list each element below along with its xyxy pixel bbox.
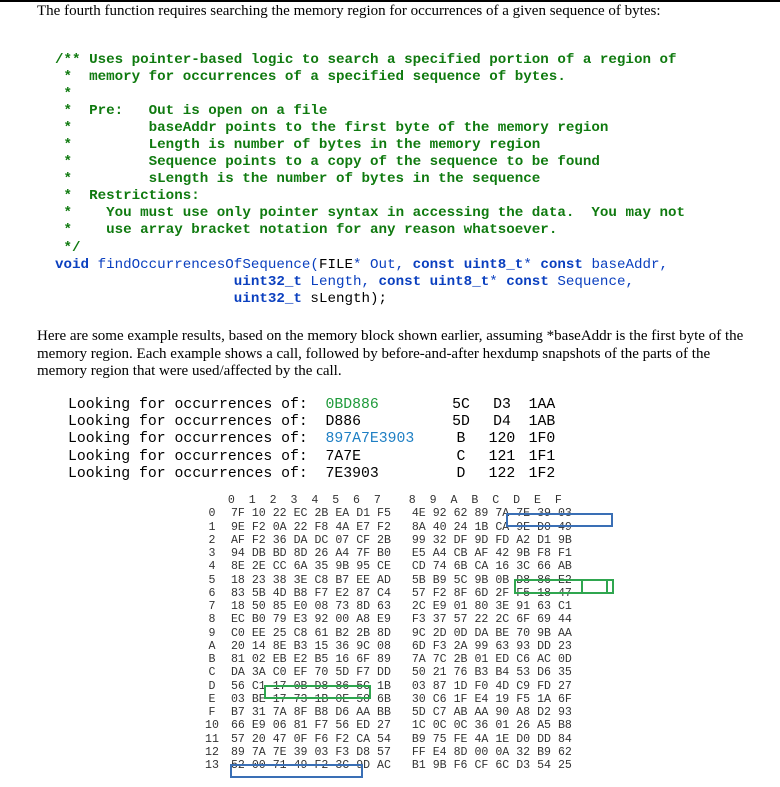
code-token: sLength is the number of bytes in the sequence	[148, 171, 541, 188]
hexdump-row	[200, 640, 572, 653]
code-token: *	[489, 273, 507, 290]
row-index: 7	[208, 600, 216, 613]
code-line	[55, 103, 685, 120]
code-line	[55, 222, 685, 239]
offset-value: 1F2	[528, 465, 556, 482]
row-bytes: DA 3A C0 EF 70 5D F7 DD 50 21 76 B3 B4 53 D6 35	[224, 666, 572, 680]
hexdump-row	[200, 653, 572, 666]
row-bytes: 7F 10 22 EC 2B EA D1 F5 4E 92 62 89 7A 7E 39 03	[224, 507, 572, 521]
code-token: const	[540, 256, 592, 273]
code-token: FILE	[318, 256, 354, 273]
row-index: 9	[208, 626, 216, 640]
hexdump-row	[200, 547, 572, 560]
row-index: A	[208, 639, 216, 653]
offset-value: 1AA	[528, 397, 556, 413]
offset-column-decimal	[484, 397, 520, 483]
row-bytes: 94 DB BD 8D 26 A4 7F B0 E5 A4 CB AF 42 9B F8 F1	[224, 547, 572, 560]
hexdump-row	[200, 746, 572, 759]
code-token: const uint8_t	[412, 256, 524, 273]
row-index: 10	[205, 719, 219, 733]
row-index: 8	[208, 613, 216, 627]
hexdump-row	[200, 706, 572, 719]
hexdump-table	[200, 494, 572, 772]
code-token: sLength);	[301, 290, 388, 307]
code-token: *	[55, 86, 73, 103]
code-token: * Out,	[353, 256, 413, 273]
code-line	[55, 52, 685, 69]
example-calls-list	[68, 397, 414, 483]
call-sequence: 7A7E	[325, 448, 362, 465]
call-label: Looking for occurrences of:	[68, 431, 326, 448]
code-token: baseAddr points to the first byte of the memory region	[148, 120, 609, 137]
code-token: const	[506, 273, 558, 290]
code-token: *	[55, 120, 149, 137]
code-line	[55, 291, 685, 308]
code-token: Pre: Out is open on a file	[89, 103, 328, 120]
row-bytes: AF F2 36 DA DC 07 CF 2B 99 32 DF 9D FD A2 D1 9B	[224, 533, 572, 547]
code-token: *	[55, 188, 90, 205]
code-token: *	[55, 103, 90, 120]
row-bytes: 57 20 47 0F F6 F2 CA 54 B9 75 FE 4A 1E D0 DD 84	[224, 732, 572, 746]
row-bytes: 03 BE 17 73 1B 0E 50 6B 30 C6 1F E4 19 F5 1A 6F	[224, 692, 572, 706]
call-sequence: 0BD886	[325, 397, 379, 413]
row-index: 4	[208, 560, 216, 574]
offset-value: D	[456, 465, 466, 482]
code-token: *	[55, 222, 107, 239]
call-example	[68, 431, 414, 448]
code-line	[55, 154, 685, 171]
code-line	[55, 120, 685, 137]
call-example	[68, 449, 414, 466]
code-token: /**	[55, 52, 90, 68]
row-index: 5	[208, 573, 216, 587]
hexdump-row	[200, 719, 572, 732]
call-example	[68, 466, 414, 483]
example-description: Here are some example results, based on the memory block shown earlier, assuming *baseAddr is the first byte of the memory region. Each example shows a call, followed by before-and-after hexdump snapshots of the parts of the memory region that were used/affected by the call.	[37, 328, 744, 379]
offset-column-end	[522, 397, 562, 483]
call-sequence: 897A7E3903	[325, 431, 415, 448]
row-index: 3	[208, 547, 216, 560]
row-bytes: 52 00 71 49 F2 3C 9D AC B1 9B F6 CF 6C D3 54 25	[224, 759, 572, 772]
row-bytes: 8E 2E CC 6A 35 9B 95 CE CD 74 6B CA 16 3C 66 AB	[224, 560, 572, 574]
row-bytes: 66 E9 06 81 F7 56 ED 27 1C 0C 0C 36 01 26 A5 B8	[224, 719, 572, 733]
code-line	[55, 137, 685, 154]
code-token: baseAddr,	[591, 256, 669, 273]
row-bytes: 81 02 EB E2 B5 16 6F 89 7A 7C 2B 01 ED C6 AC 0D	[224, 653, 572, 666]
row-index: 11	[205, 732, 219, 746]
offset-value: 1F0	[528, 431, 556, 448]
row-bytes: 89 7A 7E 39 03 F3 D8 57 FF E4 8D 00 0A 32 B9 62	[224, 745, 572, 759]
code-token: uint32_t	[233, 290, 302, 307]
call-example	[68, 397, 414, 414]
code-token: findOccurrencesOfSequence(	[97, 256, 319, 273]
code-token: *	[523, 256, 541, 273]
call-label: Looking for occurrences of:	[68, 448, 326, 465]
top-rule	[0, 0, 780, 2]
row-bytes: C0 EE 25 C8 61 B2 2B 8D 9C 2D 0D DA BE 70 9B AA	[224, 626, 572, 640]
code-line	[55, 240, 685, 257]
code-token: *	[55, 137, 149, 154]
hexdump-row	[200, 693, 572, 706]
offset-value: 1F1	[528, 448, 556, 465]
code-line	[55, 69, 685, 86]
hexdump-row	[200, 680, 572, 693]
code-line	[55, 205, 685, 222]
code-token: memory for occurrences of a specified sequence of bytes.	[89, 69, 566, 86]
code-token	[55, 274, 234, 290]
code-token: *	[55, 154, 149, 171]
row-bytes: EC B0 79 E3 92 00 A8 E9 F3 37 57 22 2C 6F 69 44	[224, 613, 572, 627]
offset-value: 5C	[452, 397, 470, 413]
hexdump-row	[200, 733, 572, 746]
row-index: C	[208, 666, 216, 680]
code-line	[55, 274, 685, 291]
offset-value: D4	[493, 414, 511, 431]
code-line	[55, 257, 685, 274]
row-bytes: B7 31 7A 8F B8 D6 AA BB 5D C7 AB AA 90 A8 D2 93	[224, 706, 572, 719]
row-index: D	[208, 679, 216, 693]
highlight-row5-match-b	[514, 579, 608, 594]
code-token: Uses pointer-based logic to search a specified portion of a region of	[89, 52, 677, 68]
highlight-row0-match	[506, 513, 613, 527]
highlight-row12-match	[230, 764, 363, 778]
code-token: use array bracket notation for any reason whatsoever.	[106, 222, 558, 239]
code-token: */	[55, 239, 81, 256]
row-index: 1	[208, 520, 216, 534]
code-token: Sequence points to a copy of the sequence to be found	[148, 154, 600, 171]
function-declaration-code	[55, 52, 685, 308]
call-label: Looking for occurrences of:	[68, 465, 326, 482]
row-index: F	[208, 706, 216, 719]
hexdump-row	[200, 666, 572, 679]
code-token: *	[55, 205, 107, 222]
row-index: 6	[208, 586, 216, 600]
row-bytes: 56 C1 17 0B D8 86 5C 1B 03 87 1D F0 4D C9 FD 27	[224, 679, 572, 693]
row-index: E	[208, 692, 216, 706]
row-index: 13	[205, 759, 219, 772]
code-token: void	[55, 256, 98, 273]
code-token: Length,	[301, 273, 379, 290]
code-token: Sequence,	[557, 273, 634, 290]
row-index: B	[208, 653, 216, 666]
code-token: *	[55, 69, 90, 86]
offset-value: D3	[493, 397, 511, 413]
offset-value: C	[456, 448, 466, 465]
hexdump-row	[200, 560, 572, 573]
code-token: *	[55, 171, 149, 188]
code-line	[55, 188, 685, 205]
row-index: 12	[205, 745, 219, 759]
row-bytes: 83 5B 4D B8 F7 E2 87 C4 57 F2 8F 6D 2F F5 18 47	[224, 586, 572, 600]
row-bytes: 18 50 85 E0 08 73 8D 63 2C E9 01 80 3E 91 63 C1	[224, 600, 572, 613]
offset-value: 121	[488, 448, 516, 465]
code-line	[55, 86, 685, 103]
code-token: Restrictions:	[89, 188, 200, 205]
highlight-rowD-match	[264, 685, 371, 699]
code-token: You must use only pointer syntax in accessing the data. You may not	[106, 205, 686, 222]
row-bytes: 9E F2 0A 22 F8 4A E7 F2 8A 40 24 1B CA 9E D0 49	[224, 520, 572, 534]
call-sequence: D886	[325, 414, 362, 431]
offset-value: 120	[488, 431, 516, 448]
code-token: const uint8_t	[378, 273, 490, 290]
offset-column-hex	[446, 397, 476, 483]
hexdump-row	[200, 600, 572, 613]
call-example	[68, 414, 414, 431]
hexdump-header: 0 1 2 3 4 5 6 7 8 9 A B C D E F	[200, 494, 562, 507]
call-label: Looking for occurrences of:	[68, 397, 326, 413]
hexdump-row	[200, 627, 572, 640]
row-index: 0	[208, 507, 216, 521]
code-line	[55, 171, 685, 188]
intro-sentence: The fourth function requires searching the memory region for occurrences of a given sequence of bytes:	[37, 3, 661, 19]
offset-value: 122	[488, 465, 516, 482]
row-bytes: 18 23 38 3E C8 B7 EE AD 5B B9 5C 9B 0B D8 86 E2	[224, 573, 572, 587]
code-token: uint32_t	[233, 273, 302, 290]
hexdump-row	[200, 613, 572, 626]
code-token	[55, 291, 234, 307]
row-bytes: 20 14 8E B3 15 36 9C 08 6D F3 2A 99 63 93 DD 23	[224, 639, 572, 653]
offset-value: 5D	[452, 414, 470, 431]
call-label: Looking for occurrences of:	[68, 414, 326, 431]
row-index: 2	[208, 533, 216, 547]
hexdump-row	[200, 534, 572, 547]
offset-value: 1AB	[528, 414, 556, 431]
call-sequence: 7E3903	[325, 465, 379, 482]
offset-value: B	[456, 431, 466, 448]
code-token: Length is number of bytes in the memory region	[148, 137, 541, 154]
